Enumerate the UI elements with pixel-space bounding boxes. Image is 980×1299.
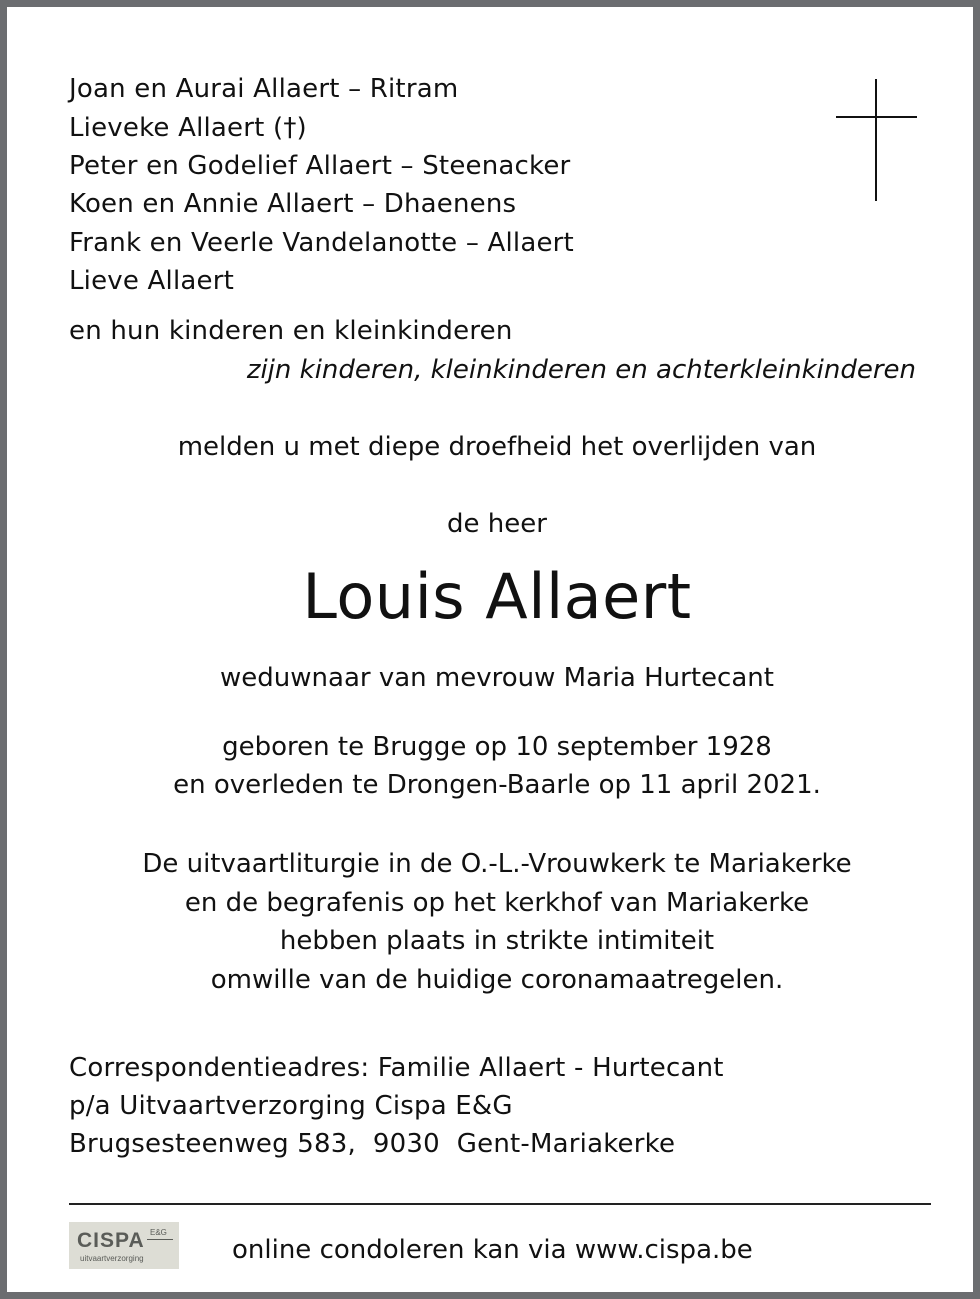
ceremony-line-1: De uitvaartliturgie in de O.-L.-Vrouwkerk te Mariakerke xyxy=(142,849,852,879)
family-line-1: Joan en Aurai Allaert – Ritram xyxy=(69,74,459,104)
widower-line: weduwnaar van mevrouw Maria Hurtecant xyxy=(220,663,774,693)
ceremony-line-3: hebben plaats in strikte intimiteit xyxy=(279,926,715,956)
cispa-logo xyxy=(69,1222,179,1269)
correspondence-line-3: Brugsesteenweg 583, 9030 Gent-Mariakerke xyxy=(69,1129,676,1159)
family-line-5: Frank en Veerle Vandelanotte – Allaert xyxy=(69,228,574,258)
logo-suffix: E&G xyxy=(150,1228,167,1237)
ceremony-line-2: en de begrafenis op het kerkhof van Mariakerke xyxy=(184,888,810,918)
family-line-6: Lieve Allaert xyxy=(69,266,234,296)
correspondence-line-1: Correspondentieadres: Familie Allaert - Hurtecant xyxy=(69,1053,724,1083)
birth-line: geboren te Brugge op 10 september 1928 xyxy=(222,732,772,762)
logo-tagline: uitvaartverzorging xyxy=(80,1254,144,1263)
logo-name: CISPA xyxy=(77,1229,145,1252)
family-line-4: Koen en Annie Allaert – Dhaenens xyxy=(69,189,517,219)
announcement: melden u met diepe droefheid het overlijden van xyxy=(177,432,817,462)
deceased-name: Louis Allaert xyxy=(302,560,692,633)
footer-divider xyxy=(69,1203,931,1205)
honorific: de heer xyxy=(447,509,547,539)
death-line: en overleden te Drongen-Baarle op 11 april 2021. xyxy=(173,770,821,800)
grandchildren-line: zijn kinderen, kleinkinderen en achterkleinkinderen xyxy=(246,355,916,385)
children-line: en hun kinderen en kleinkinderen xyxy=(69,316,513,346)
condolence-link[interactable]: online condoleren kan via www.cispa.be xyxy=(232,1235,753,1265)
family-line-3: Peter en Godelief Allaert – Steenacker xyxy=(69,151,571,181)
correspondence-line-2: p/a Uitvaartverzorging Cispa E&G xyxy=(69,1091,513,1121)
ceremony-line-4: omwille van de huidige coronamaatregelen. xyxy=(210,965,784,995)
family-line-2: Lieveke Allaert (†) xyxy=(69,113,307,143)
